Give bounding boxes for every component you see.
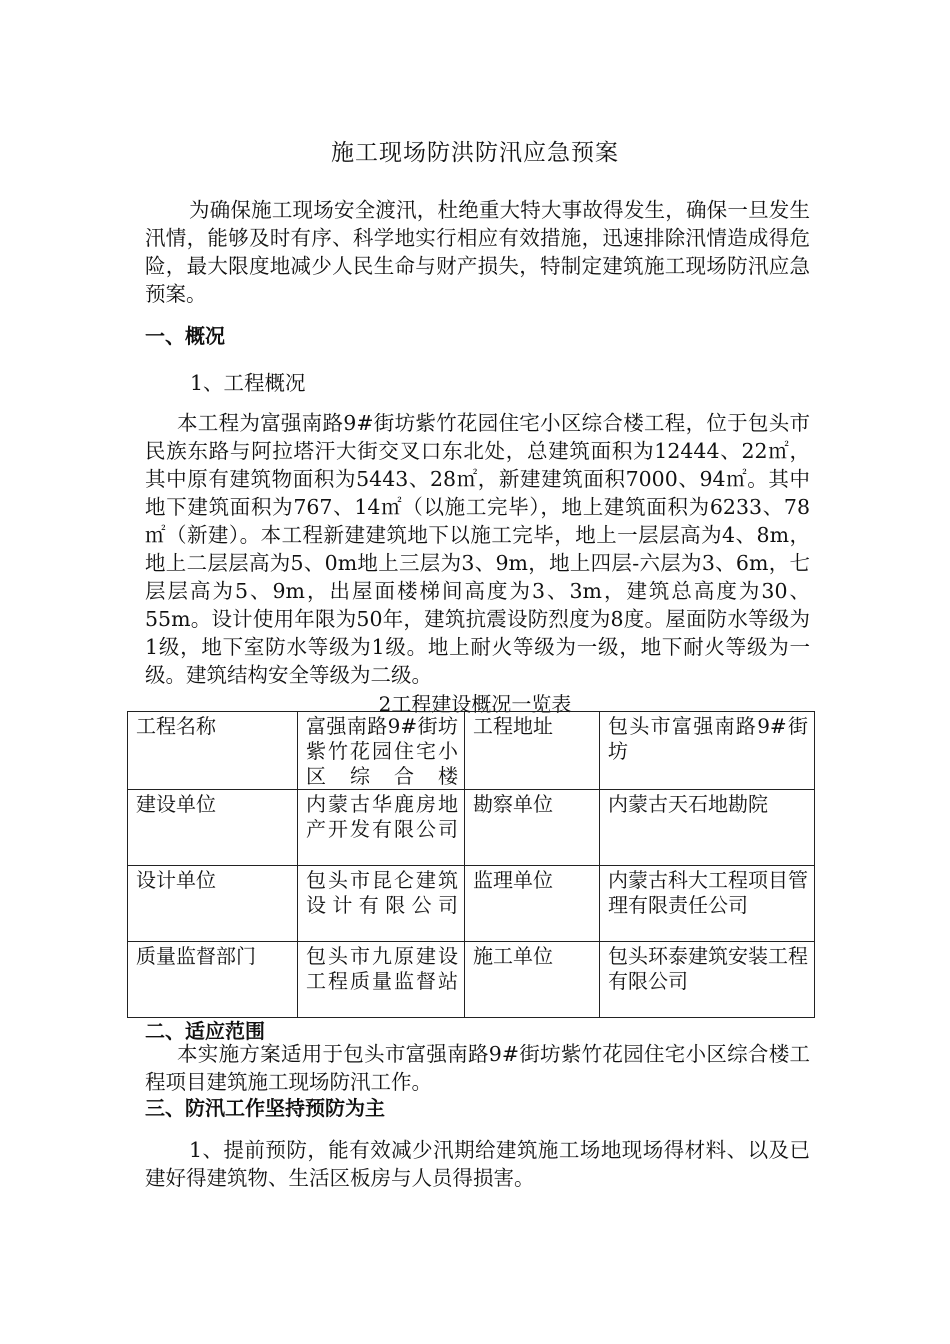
table-row <box>128 712 815 790</box>
project-overview-paragraph: 本工程为富强南路9#街坊紫竹花园住宅小区综合楼工程，位于包头市民族东路与阿拉塔汗大街交叉口东北处，总建筑面积为12444、22㎡，其中原有建筑物面积为5443、28㎡，新建建筑面积7000、94㎡。其中地下建筑面积为767、14㎡（以施工完毕），地上建筑面积为6233、78㎡（新建）。本工程新建建筑地下以施工完毕，地上一层层高为4、8m，地上二层层高为5、0m地上三层为3、9m，地上四层-六层为3、6m，七层层高为5、9m，出屋面楼梯间高度为3、3m，建筑总高度为30、55m。设计使用年限为50年，建筑抗震设防烈度为8度。屋面防水等级为1级，地下室防水等级为1级。地上耐火等级为一级，地下耐火等级为一级。建筑结构安全等级为二级。 <box>145 411 810 687</box>
intro-paragraph: 为确保施工现场安全渡汛，杜绝重大特大事故得发生，确保一旦发生汛情，能够及时有序、科学地实行相应有效措施，迅速排除汛情造成得危险，最大限度地减少人民生命与财产损失，特制定建筑施工现场防汛应急预案。 <box>145 198 810 306</box>
table-value-cell: 内蒙古天石地勘院 <box>600 790 815 866</box>
table-label-cell: 质量监督部门 <box>128 942 298 1018</box>
table-label-cell: 施工单位 <box>465 942 600 1018</box>
table-value-cell: 包头环泰建筑安装工程有限公司 <box>600 942 815 1018</box>
table-value-cell: 内蒙古科大工程项目管理有限责任公司 <box>600 866 815 942</box>
table-value-cell: 包头市富强南路9#街坊 <box>600 712 815 790</box>
section-1-heading: 一、概况 <box>145 324 225 348</box>
table-label-cell: 勘察单位 <box>465 790 600 866</box>
prevention-item-1: 1、提前预防，能有效减少汛期给建筑施工场地现场得材料、以及已建好得建筑物、生活区板房与人员得损害。 <box>145 1138 810 1190</box>
table-value-cell: 富强南路9#街坊紫竹花园住宅小区综合楼 <box>298 712 465 790</box>
table-row <box>128 942 815 1018</box>
table-label-cell: 监理单位 <box>465 866 600 942</box>
table-value-cell: 内蒙古华鹿房地产开发有限公司 <box>298 790 465 866</box>
table-label-cell: 设计单位 <box>128 866 298 942</box>
table-label-cell: 工程名称 <box>128 712 298 790</box>
project-info-table <box>127 711 815 1018</box>
table-value-cell: 包头市九原建设工程质量监督站 <box>298 942 465 1018</box>
scope-paragraph: 本实施方案适用于包头市富强南路9#街坊紫竹花园住宅小区综合楼工程项目建筑施工现场防汛工作。 <box>145 1042 810 1094</box>
table-label-cell: 建设单位 <box>128 790 298 866</box>
table-row <box>128 790 815 866</box>
table-value-cell: 包头市昆仑建筑设计有限公司 <box>298 866 465 942</box>
table-label-cell: 工程地址 <box>465 712 600 790</box>
section-1-subheading: 1、工程概况 <box>190 371 306 395</box>
table-row <box>128 866 815 942</box>
section-3-heading: 三、防汛工作坚持预防为主 <box>145 1096 385 1120</box>
section-2-heading: 二、适应范围 <box>145 1019 265 1043</box>
document-title: 施工现场防洪防汛应急预案 <box>331 140 619 166</box>
table-caption: 2工程建设概况一览表 <box>378 692 572 716</box>
